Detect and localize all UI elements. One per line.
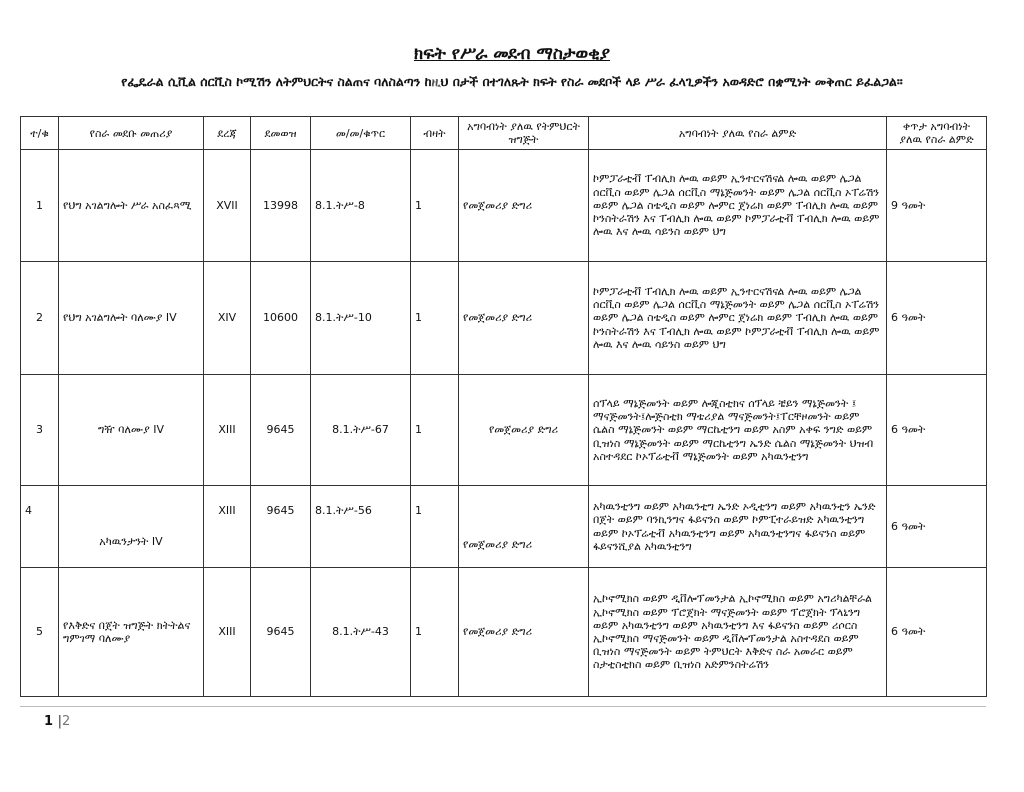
cell-education: የመጀመሪያ ድግሪ [459, 262, 589, 375]
table-row [21, 568, 987, 697]
cell-qty: 1 [411, 568, 459, 697]
page-current: 1 [44, 714, 54, 729]
cell-salary: 9645 [251, 568, 311, 697]
page-total: 2 [61, 714, 71, 729]
cell-position: ግዥ ባለሙያ IV [59, 375, 204, 486]
cell-grade: XIII [204, 568, 251, 697]
page-number [44, 714, 70, 729]
cell-experience: 6 ዓመት [887, 375, 987, 486]
cell-salary: 9645 [251, 375, 311, 486]
cell-education: የመጀመሪያ ድግሪ [459, 486, 589, 568]
cell-code: 8.1.ትሥ-67 [311, 375, 411, 486]
cell-education: የመጀመሪያ ድግሪ [459, 150, 589, 262]
cell-experience: 6 ዓመት [887, 262, 987, 375]
table-header-row [21, 117, 987, 150]
cell-code: 8.1.ትሥ-10 [311, 262, 411, 375]
cell-code: 8.1.ትሥ-8 [311, 150, 411, 262]
table-row [21, 486, 987, 568]
cell-field: አካዉንቲንግ ወይም አካዉንቲግ ኤንድ ኦዲቲንግ ወይም አካዉንቲን ኤንድ በጀት ወይም ባንኪንግና ፋይናንስ ወይም ኮምፒተራይዝድ አካዉንቲንግ ወይም ኮኦፕሬቲቭ አካዉንቲንግ ወይም አካዉንቲንግና ፋይናንስ ወይም ፋይናንሺያል አካዉንቲንግ [589, 486, 887, 568]
cell-qty: 1 [411, 486, 459, 568]
header-code: መ/መ/ቁጥር [311, 117, 411, 150]
header-field: አግባብነት ያለዉ የስራ ልምድ [589, 117, 887, 150]
cell-salary: 9645 [251, 486, 311, 568]
cell-experience: 9 ዓመት [887, 150, 987, 262]
header-qty: ብዛት [411, 117, 459, 150]
cell-position: አካዉንታንት IV [59, 486, 204, 568]
cell-field: ሰፕላይ ማኔጅመንት ወይም ሎጂስቲክና ሰፕላይ ቼይን ማኔጅመንት ፤ ማናጅመንት፤ሎጅስቲክ ማቴሪያል ማናጅመንት፤ፐርቸዞመንት ወይም ሴልስ ማኔጅመንት ወይም ማርኬቲንግ ወይም አስም አቀፍ ንግድ ወይም ቢዝነስ ማኔጅመንት ወይም ማርኬቲንግ ኤንድ ሴልስ ማኔጅመንት ህዝብ አስተዳደር ኮኦፕሬቲቭ ማኔጅመንት ወይም አካዉንቲንግ [589, 375, 887, 486]
cell-salary: 10600 [251, 262, 311, 375]
cell-position: የህግ አገልግሎት ሥራ አስፈጻሚ [59, 150, 204, 262]
cell-experience: 6 ዓመት [887, 486, 987, 568]
cell-code: 8.1.ትሥ-56 [311, 486, 411, 568]
footer-divider [20, 706, 986, 707]
cell-field: ኮምፓራቲቭ ፐብሊክ ሎዉ ወይም ኢንተርናሽናል ሎዉ ወይም ሌጋል ሰርቪስ ወይም ሌጋል ሰርቪስ ማኔጅመንት ወይም ሌጋል ሰርቪስ ኦፐሬሽን ወይም ሌጋል ስቴዲስ ወይም ሎምር ጀነሬክ ወይም ፐብሊክ ሎዉ ወይም ኮንስትራሽን እና ፐብሊክ ሎዉ ወይም ኮምፓራቲቭ ፐብሊክ ሎዉ ወይም ሎዉ እና ሎዉ ሳይንስ ወይም ህግ [589, 262, 887, 375]
cell-qty: 1 [411, 262, 459, 375]
header-education: አግባብነት ያለዉ የትምህርት ዝግጅት [459, 117, 589, 150]
cell-field: ኢኮኖሚክስ ወይም ዲቨሎፕመንታል ኢኮኖሚክስ ወይም አግሪካልቸራል ኢኮኖሚክስ ወይም ፕሮጀክት ማናጅመንት ወይም ፕሮጀክት ፕላኒንግ ወይም አካዉንቲንግ ወይም አካዉንቲንግ እና ፋይናንስ ወይም ሪሶርስ ኢኮኖሚክስ ማናጅመንት ወይም ዲቨሎፕመንታል አስተዳደስ ወይም ቢዝነስ ማናጅመንት ወይም ትምህርት እቅድና ስራ አመራር ወይም ስታቲስቲክስ ወይም ቢዝነስ አድምንስትሬሽን [589, 568, 887, 697]
table-row [21, 262, 987, 375]
cell-position: የእቅድና በጀት ዝግጅት ክትትልና ግምገማ ባለሙያ [59, 568, 204, 697]
cell-no: 2 [21, 262, 59, 375]
cell-experience: 6 ዓመት [887, 568, 987, 697]
vacancy-table [20, 116, 987, 697]
cell-no: 4 [21, 486, 59, 568]
cell-code: 8.1.ትሥ-43 [311, 568, 411, 697]
table-row [21, 150, 987, 262]
cell-education: የመጀመሪያ ድግሪ [459, 375, 589, 486]
page-subtitle: የፌዴራል ሲቪል ሰርቪስ ኮሚሽን ለትምህርትና ስልጠና ባለስልጣን ከዚህ በታች በተገለጹት ክፍት የስራ መደቦች ላይ ሥራ ፈላጊዎችን አወዳድሮ በቋሚነት መቅጠር ይፈልጋል። [121, 74, 903, 89]
cell-education: የመጀመሪያ ድግሪ [459, 568, 589, 697]
cell-grade: XIII [204, 486, 251, 568]
page-title [0, 44, 1024, 64]
cell-position: የህግ አገልግሎት ባለሙያ IV [59, 262, 204, 375]
cell-no: 5 [21, 568, 59, 697]
header-no: ተ/ቁ [21, 117, 59, 150]
table-row [21, 375, 987, 486]
page-separator: | [57, 714, 62, 729]
page-title-text: ክፍት የሥራ መደብ ማስታወቂያ [413, 44, 611, 64]
cell-grade: XIV [204, 262, 251, 375]
cell-qty: 1 [411, 150, 459, 262]
cell-qty: 1 [411, 375, 459, 486]
cell-grade: XVII [204, 150, 251, 262]
cell-no: 3 [21, 375, 59, 486]
cell-field: ኮምፓራቲቭ ፐብሊክ ሎዉ ወይም ኢንተርናሽናል ሎዉ ወይም ሌጋል ሰርቪስ ወይም ሌጋል ሰርቪስ ማኔጅመንት ወይም ሌጋል ሰርቪስ ኦፐሬሽን ወይም ሌጋል ስቴዲስ ወይም ሎምር ጀነሬክ ወይም ፐብሊክ ሎዉ ወይም ኮንስትራሽን እና ፐብሊክ ሎዉ ወይም ኮምፓራቲቭ ፐብሊክ ሎዉ ወይም ሎዉ እና ሎዉ ሳይንስ ወይም ህግ [589, 150, 887, 262]
cell-no: 1 [21, 150, 59, 262]
cell-salary: 13998 [251, 150, 311, 262]
header-position: የስራ መደቡ መጠሪያ [59, 117, 204, 150]
cell-grade: XIII [204, 375, 251, 486]
header-salary: ደመወዝ [251, 117, 311, 150]
header-grade: ደረጃ [204, 117, 251, 150]
header-experience: ቀጥታ አግባብነት ያለዉ የስራ ልምድ [887, 117, 987, 150]
